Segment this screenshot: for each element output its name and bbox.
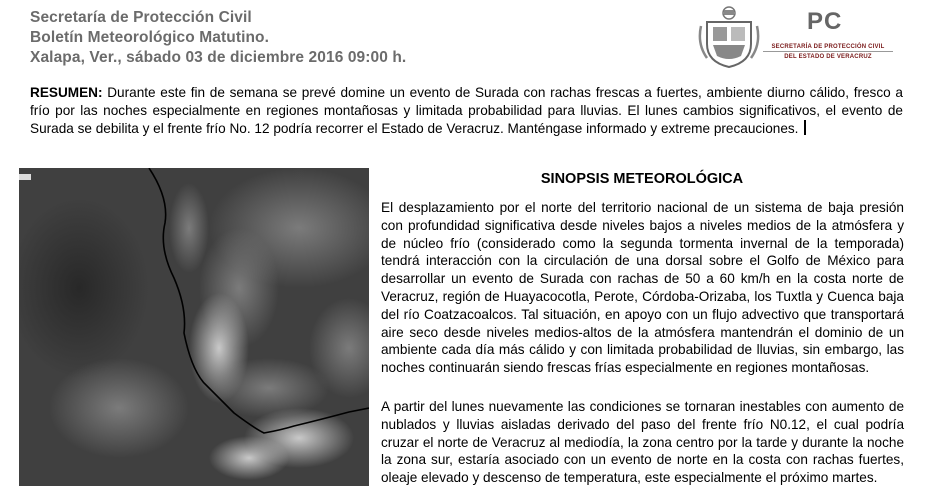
header-agency: Secretaría de Protección Civil [30,9,252,26]
sinopsis-paragraph-1: El desplazamiento por el norte del territorio nacional de un sistema de baja presión con profundidad significativa desde niveles bajos a niveles medios de la atmósfera y de núcleo frío (considerado como la segunda tormenta invernal de la temporada) tendrá interacción con la circulación de una dorsal sobre el Golfo de México para desarrollar un evento de Surada con rachas de 50 a 60 km/h en la costa norte de Veracruz, región de Huayacocotla, Perote, Córdoba-Orizaba, los Tuxtla y Cuenca baja del río Coatzacoalcos. Tal situación, en apoyo con un flujo advectivo que transportará aire seco desde niveles medios-altos de la atmósfera mantendrán el dominio de un ambiente cada día más cálido y con limitada probabilidad de lluvias, sin embargo, las noches continuarán siendo frescas frías especialmente en regiones montañosas. [381,200,904,376]
resumen-paragraph [30,84,903,138]
bulletin-header [30,8,406,68]
header-date: Xalapa, Ver., sábado 03 de diciembre 2016 09:00 h. [30,49,407,66]
text-cursor [804,120,806,135]
satellite-image [19,168,369,486]
proteccion-civil-logo [763,8,893,68]
sinopsis-paragraph-2: A partir del lunes nuevamente las condiciones se tornaran inestables con aumento de nublados y lluvias aisladas derivado del paso del frente frío N0.12, el cual podría cruzar el norte de Veracruz al mediodía, la zona centro por la tarde y durante la noche la zona sur, estaría asociado con un evento de norte en la costa con rachas fuertes, oleaje elevado y descenso de temperatura, este especialmente el próximo martes. [381,399,904,486]
header-bulletin-title: Boletín Meteorológico Matutino. [30,29,270,46]
resumen-text: Durante este fin de semana se prevé domine un evento de Surada con rachas frescas a fuertes, ambiente diurno cálido, fresco a frío por las noches especialmente en regiones montañosas y limitada probabilidad para lluvias. El lunes cambios significativos, el evento de Surada se debilita y el frente frío No. 12 podría recorrer el Estado de Veracruz. Manténgase informado y extreme precauciones. [30,85,903,136]
pc-logo-line1: SECRETARÍA DE PROTECCIÓN CIVIL [771,44,885,50]
pc-logo-mark: PC [807,8,843,35]
state-seal-icon [697,4,761,70]
sinopsis-title: SINOPSIS METEOROLÓGICA [540,171,744,187]
resumen-label: RESUMEN: [30,85,103,100]
pc-logo-line2: DEL ESTADO DE VERACRUZ [784,54,872,60]
pc-logo-rule [763,51,893,52]
